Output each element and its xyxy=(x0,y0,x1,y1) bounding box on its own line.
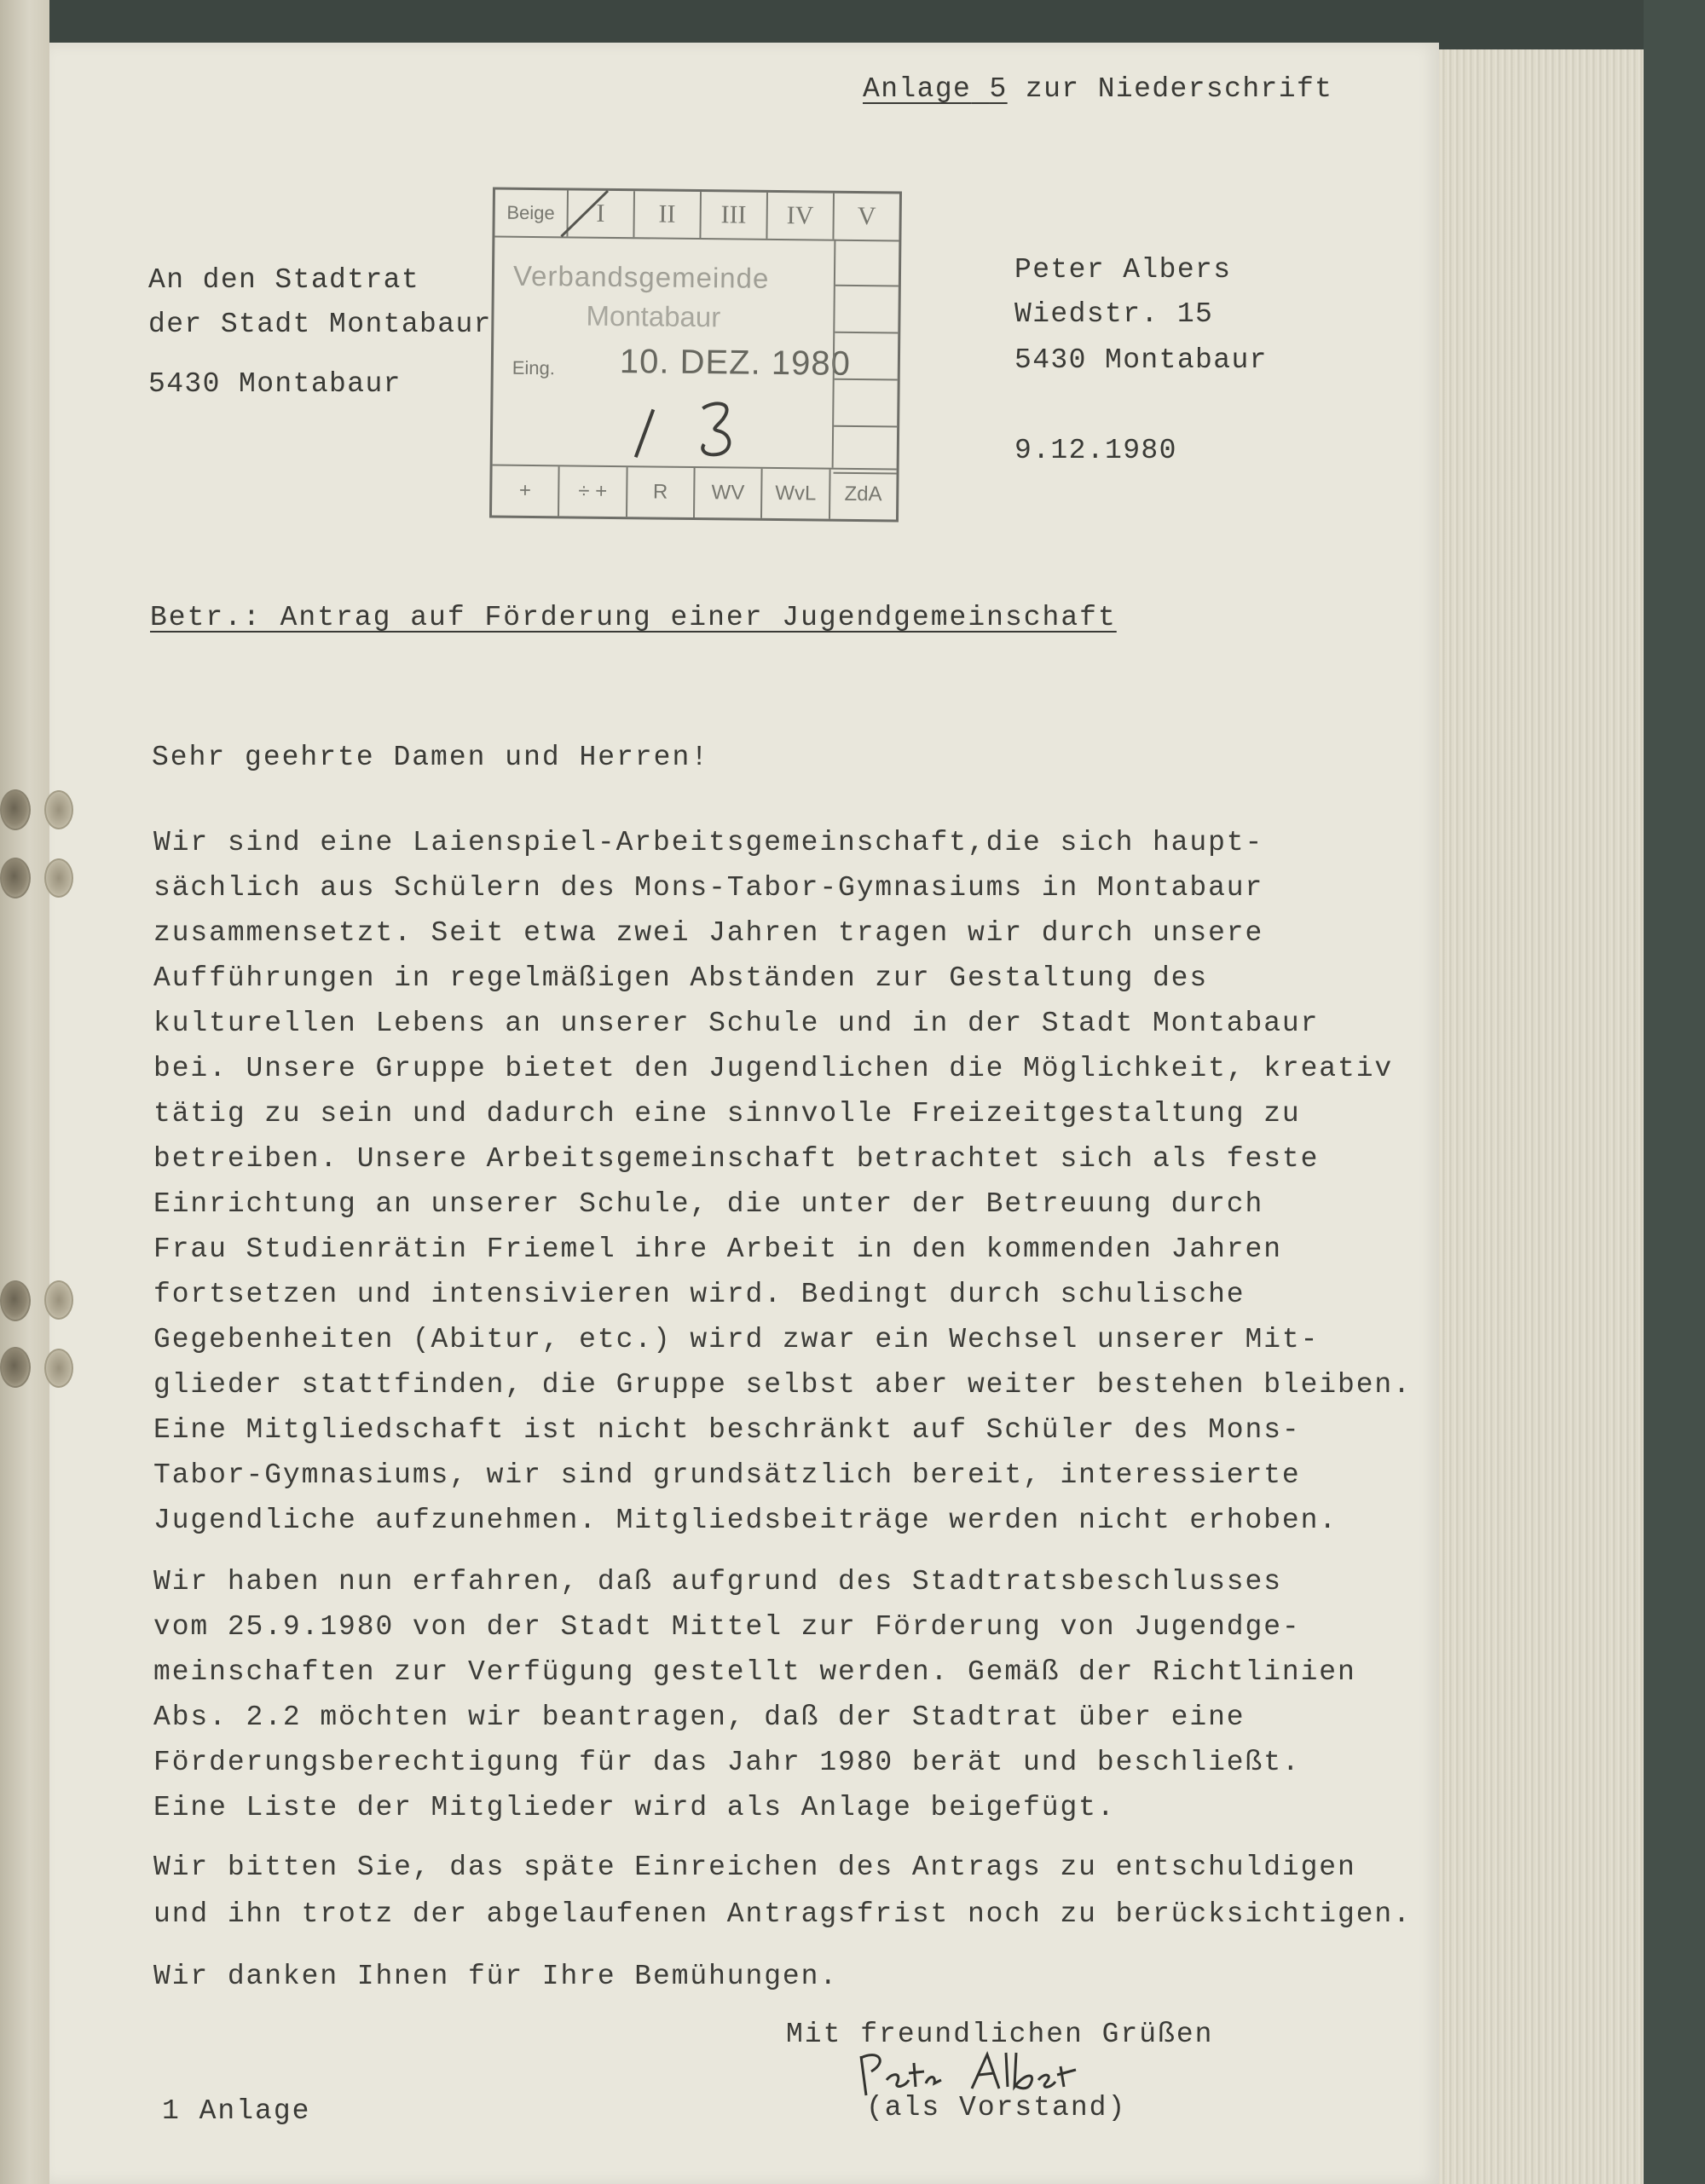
body-line: Förderungsberechtigung für das Jahr 1980 berät und beschließt. xyxy=(153,1747,1301,1778)
stamp-organization-city: Montabaur xyxy=(586,299,721,333)
body-line: Frau Studienrätin Friemel ihre Arbeit in den kommenden Jahren xyxy=(153,1234,1282,1265)
punch-hole xyxy=(44,790,73,829)
body-line: Wir bitten Sie, das späte Einreichen des Antrags zu entschuldigen xyxy=(153,1852,1356,1883)
body-line: und ihn trotz der abgelaufenen Antragsfrist noch zu berücksichtigen. xyxy=(153,1898,1412,1930)
body-line: Jugendliche aufzunehmen. Mitgliedsbeiträge werden nicht erhoben. xyxy=(153,1505,1338,1536)
stamp-date: 10. DEZ. 1980 xyxy=(619,343,852,383)
body-line: zusammensetzt. Seit etwa zwei Jahren tragen wir durch unsere xyxy=(153,917,1264,949)
anlage-label: Anlage 5 xyxy=(863,73,1008,105)
enclosure-note: 1 Anlage xyxy=(162,2095,311,2127)
punch-hole xyxy=(44,1349,73,1388)
punch-hole xyxy=(0,1280,31,1321)
signer-role: (als Vorstand) xyxy=(866,2092,1127,2123)
punch-hole xyxy=(44,858,73,898)
stamp-cell: Beige xyxy=(494,190,568,237)
punch-hole xyxy=(0,1347,31,1388)
punch-hole xyxy=(0,858,31,898)
stamp-cell: R xyxy=(627,467,696,517)
anlage-header xyxy=(863,73,1332,105)
body-line: Eine Mitgliedschaft ist nicht beschränkt auf Schüler des Mons- xyxy=(153,1414,1301,1446)
recipient-line2: der Stadt Montabaur xyxy=(148,309,492,340)
salutation: Sehr geehrte Damen und Herren! xyxy=(152,742,710,773)
stamp-cell: + xyxy=(492,466,560,517)
stamp-cell: I xyxy=(568,190,635,237)
binder-frame-right xyxy=(1644,0,1705,2184)
recipient-line1: An den Stadtrat xyxy=(148,264,420,296)
closing-greeting: Mit freundlichen Grüßen xyxy=(786,2019,1214,2050)
stamp-cell: IV xyxy=(767,193,835,240)
punch-hole xyxy=(44,1280,73,1320)
letter-date: 9.12.1980 xyxy=(1014,435,1177,466)
sender-city: 5430 Montabaur xyxy=(1014,344,1268,376)
stamp-eing-label: Eing. xyxy=(512,356,556,379)
sender-street: Wiedstr. 15 xyxy=(1014,298,1214,330)
body-line: meinschaften zur Verfügung gestellt werden. Gemäß der Richtlinien xyxy=(153,1656,1356,1688)
body-line: Eine Liste der Mitglieder wird als Anlage beigefügt. xyxy=(153,1792,1116,1823)
subject-line: Betr.: Antrag auf Förderung einer Jugendgemeinschaft xyxy=(150,602,1117,633)
body-line: Wir sind eine Laienspiel-Arbeitsgemeinschaft,die sich haupt- xyxy=(153,827,1264,858)
stamp-bottom-row xyxy=(492,465,897,520)
stamp-cell: WV xyxy=(695,468,763,518)
body-line: fortsetzen und intensivieren wird. Bedingt durch schulische xyxy=(153,1279,1246,1310)
body-line: Einrichtung an unserer Schule, die unter der Betreuung durch xyxy=(153,1188,1264,1220)
stamp-organization: Verbandsgemeinde xyxy=(512,259,770,294)
body-line: bei. Unsere Gruppe bietet den Jugendlichen die Möglichkeit, kreativ xyxy=(153,1053,1394,1084)
recipient-city: 5430 Montabaur xyxy=(148,368,402,400)
body-line: Tabor-Gymnasiums, wir sind grundsätzlich bereit, interessierte xyxy=(153,1459,1301,1491)
body-line: Gegebenheiten (Abitur, etc.) wird zwar ein Wechsel unserer Mit- xyxy=(153,1324,1320,1355)
anlage-suffix: zur Niederschrift xyxy=(1025,73,1333,105)
stamp-handwritten-mark xyxy=(629,392,758,462)
stacked-page-edges xyxy=(1439,49,1644,2184)
body-line: Aufführungen in regelmäßigen Abständen zur Gestaltung des xyxy=(153,962,1209,994)
body-line: betreiben. Unsere Arbeitsgemeinschaft betrachtet sich als feste xyxy=(153,1143,1320,1175)
body-line: tätig zu sein und dadurch eine sinnvolle Freizeitgestaltung zu xyxy=(153,1098,1301,1130)
stamp-cell: V xyxy=(857,201,876,231)
punch-hole xyxy=(0,789,31,830)
left-page-edge xyxy=(0,0,49,2184)
body-line: Abs. 2.2 möchten wir beantragen, daß der Stadtrat über eine xyxy=(153,1702,1246,1733)
stamp-cell: III xyxy=(701,192,768,239)
stamp-grid xyxy=(832,240,899,469)
stamp-cell: WvL xyxy=(762,469,830,519)
body-line: vom 25.9.1980 von der Stadt Mittel zur Förderung von Jugendge- xyxy=(153,1611,1301,1643)
body-line: Wir haben nun erfahren, daß aufgrund des Stadtratsbeschlusses xyxy=(153,1566,1282,1598)
sender-name: Peter Albers xyxy=(1014,254,1232,286)
body-line: kulturellen Lebens an unserer Schule und in der Stadt Montabaur xyxy=(153,1008,1320,1039)
body-line: sächlich aus Schülern des Mons-Tabor-Gymnasiums in Montabaur xyxy=(153,872,1264,904)
stamp-cell: ZdA xyxy=(844,482,882,506)
thanks-line: Wir danken Ihnen für Ihre Bemühungen. xyxy=(153,1961,839,1992)
body-line: glieder stattfinden, die Gruppe selbst aber weiter bestehen bleiben. xyxy=(153,1369,1412,1401)
stamp-checkmark-stroke xyxy=(554,187,615,242)
stamp-cell: II xyxy=(634,191,702,238)
receipt-stamp xyxy=(489,187,902,522)
stamp-cell: ÷ + xyxy=(559,466,627,517)
